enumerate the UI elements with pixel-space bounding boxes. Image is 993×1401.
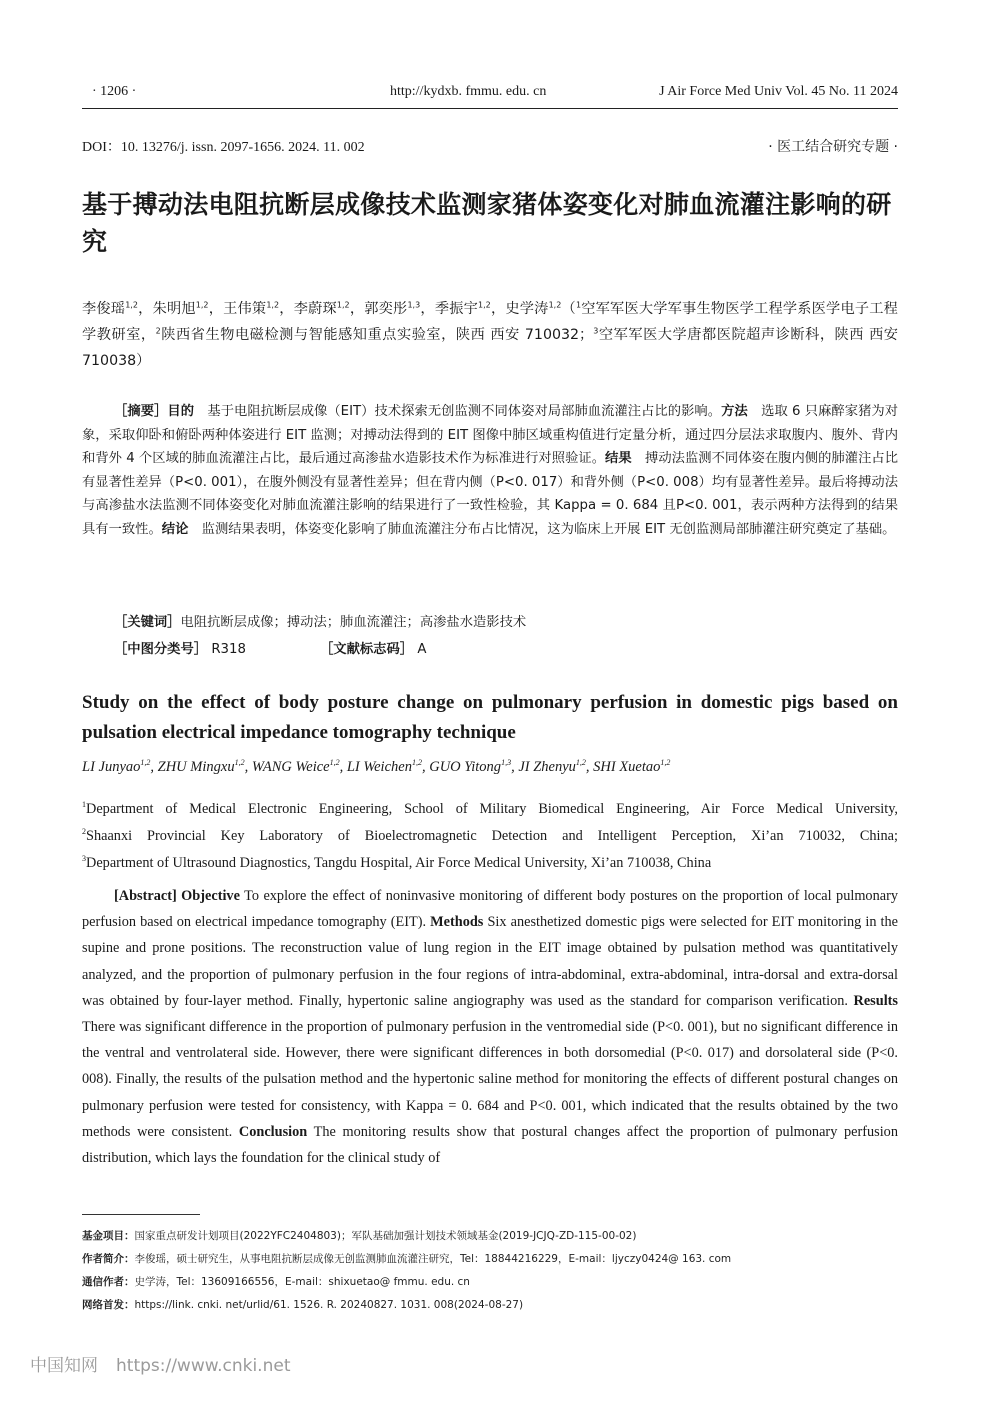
affiliation-en-3: $^3$Department of Ultrasound Diagnostics, Tangdu Hospital, Air Force Medical University, Xi’an 710038, China bbox=[82, 854, 712, 871]
author-cn: 李蔚琛$^{1,2}$ bbox=[293, 300, 350, 317]
footnote-author: 作者简介：李俊瑶，硕士研究生，从事电阻抗断层成像无创监测肺血流灌注研究，Tel：18844216229，E-mail：ljyczy0424@ 163. com bbox=[82, 1253, 732, 1265]
author-cn: 李俊瑶$^{1,2}$ bbox=[82, 300, 138, 317]
doi[interactable]: DOI：10. 13276/j. issn. 2097-1656. 2024. 11. 002 bbox=[82, 140, 365, 155]
abstract-chinese bbox=[82, 400, 898, 541]
footnote-rule bbox=[82, 1214, 200, 1215]
clc-label: ［中图分类号］ bbox=[114, 642, 208, 657]
keywords-text-cn: 电阻抗断层成像；搏动法；肺血流灌注；高渗盐水造影技术 bbox=[180, 615, 527, 630]
author-list-cn: 李俊瑶$^{1,2}$，朱明旭$^{1,2}$，王伟策$^{1,2}$，李蔚琛$^{1,2}$，郭奕彤$^{1,3}$，季振宇$^{1,2}$，史学涛$^{1,2}$ bbox=[82, 300, 562, 317]
conclusion-text-en: The monitoring results show that postural changes affect the proportion of pulmonary perfusion distribution, which lays the foundation for the clinical study of bbox=[82, 1123, 898, 1167]
results-text-en: There was significant difference in the proportion of pulmonary perfusion in the ventromedial side (P<0. 001), but no significant difference in the ventral and ventrolateral side. However, there were significant differences in both dorsomedial (P<0. 017) and dorsolateral side (P<0. 008). Finally, the results of the pulsation method and the hypertonic saline method for monitoring the effects of different postural changes on pulmonary perfusion were tested for consistency, with Kappa = 0. 684 and P<0. 001, which indicated that the results obtained by the two methods were consistent. bbox=[82, 1019, 898, 1140]
author-en: GUO Yitong$^{1,3}$ bbox=[429, 758, 512, 775]
author-en: LI Weichen$^{1,2}$ bbox=[346, 758, 422, 775]
author-en: LI Junyao$^{1,2}$ bbox=[82, 758, 151, 775]
journal-info: J Air Force Med Univ Vol. 45 No. 11 2024 bbox=[659, 84, 898, 99]
page-number: · 1206 · bbox=[92, 84, 137, 99]
affiliation-cn-2: 陕西省生物电磁检测与智能感知重点实验室，陕西 西安 710032； bbox=[160, 327, 594, 343]
author-cn: 季振宇$^{1,2}$ bbox=[434, 300, 491, 317]
objective-label-cn: 目的 bbox=[167, 404, 195, 419]
methods-label-en: Methods bbox=[430, 914, 484, 931]
watermark-url[interactable]: https://www.cnki.net bbox=[116, 1356, 291, 1376]
doc-code-value: A bbox=[417, 642, 427, 657]
affiliation-cn-3: 空军军医大学唐都医院超声诊断科，陕西 西安 710038） bbox=[82, 327, 898, 369]
title-chinese: 基于搏动法电阻抗断层成像技术监测家猪体姿变化对肺血流灌注影响的研究 bbox=[82, 190, 892, 256]
conclusion-label-en: Conclusion bbox=[238, 1123, 308, 1140]
author-en: ZHU Mingxu$^{1,2}$ bbox=[157, 758, 245, 775]
keywords-cn bbox=[114, 611, 526, 630]
methods-text-cn: 选取 6 只麻醉家猪为对象，采取仰卧和俯卧两种体姿进行 EIT 监测；对搏动法得到的 EIT 图像中肺区域重构值进行定量分析，通过四分层法求取腹内、腹外、背内和背外 4 个区域的肺血流灌注占比，最后通过高渗盐水造影技术作为标准进行对照验证。 bbox=[82, 404, 899, 466]
footnote-corresponding: 通信作者：史学涛，Tel：13609166556，E-mail：shixuetao@ fmmu. edu. cn bbox=[82, 1276, 470, 1288]
keywords-label-cn: ［关键词］ bbox=[114, 615, 181, 630]
author-en: JI Zhenyu$^{1,2}$ bbox=[518, 758, 586, 775]
author-en: WANG Weice$^{1,2}$ bbox=[251, 758, 340, 775]
conclusion-text-cn: 监测结果表明，体姿变化影响了肺血流灌注分布占比情况，这为临床上开展 EIT 无创监测局部肺灌注研究奠定了基础。 bbox=[201, 521, 896, 537]
watermark-brand: 中国知网 bbox=[30, 1356, 98, 1376]
author-cn: 郭奕彤$^{1,3}$ bbox=[364, 300, 421, 317]
clc-value: R318 bbox=[211, 642, 246, 657]
footnote-fund: 基金项目：国家重点研发计划项目(2022YFC2404803)；军队基础加强计划技术领域基金(2019-JCJQ-ZD-115-00-02) bbox=[82, 1230, 637, 1242]
section-label: · 医工结合研究专题 · bbox=[768, 139, 898, 155]
conclusion-label-cn: 结论 bbox=[161, 521, 189, 537]
affiliation-en-2: $^2$Shaanxi Provincial Key Laboratory of Bioelectromagnetic Detection and Intelligent Perception, Xi’an 710032, China; bbox=[82, 827, 898, 844]
author-cn: 朱明旭$^{1,2}$ bbox=[152, 300, 209, 317]
objective-text-cn: 基于电阻抗断层成像（EIT）技术探索无创监测不同体姿对局部肺血流灌注占比的影响。 bbox=[207, 404, 722, 419]
authors-english: LI Junyao$^{1,2}$, ZHU Mingxu$^{1,2}$, WANG Weice$^{1,2}$, LI Weichen$^{1,2}$, GUO Yitong$^{1,3}$, JI Zhenyu$^{1,2}$, SHI Xuetao$^{1,2}$ bbox=[82, 758, 671, 775]
classification-row bbox=[114, 638, 814, 657]
objective-label-en: Objective bbox=[181, 888, 240, 904]
methods-label-cn: 方法 bbox=[721, 404, 748, 419]
abstract-english bbox=[82, 883, 898, 1171]
running-header bbox=[82, 84, 898, 104]
footnote-online: 网络首发：https://link. cnki. net/urlid/61. 1526. R. 20240827. 1031. 008(2024-08-27) bbox=[82, 1299, 524, 1311]
doc-code-label: ［文献标志码］ bbox=[320, 642, 414, 657]
affiliation-en-1: $^1$Department of Medical Electronic Engineering, School of Military Biomedical Engineering, Air Force Medical University, bbox=[82, 800, 898, 817]
title-english: Study on the effect of body posture change on pulmonary perfusion in domestic pigs based on pulsation electrical impedance tomography technique bbox=[82, 692, 898, 743]
journal-url[interactable]: http://kydxb. fmmu. edu. cn bbox=[390, 84, 547, 99]
affiliation-cn-1: 空军军医大学军事生物医学工程学系医学电子工程学教研室， bbox=[82, 301, 898, 343]
online-link[interactable]: https://link. cnki. net/urlid/61. 1526. R. 20240827. 1031. 008(2024-08-27) bbox=[134, 1299, 524, 1311]
header-rule bbox=[82, 108, 898, 109]
abstract-label-cn: ［摘要］ bbox=[114, 404, 168, 419]
author-cn: 王伟策$^{1,2}$ bbox=[223, 300, 280, 317]
results-label-en: Results bbox=[853, 992, 898, 1009]
objective-text-en: To explore the effect of noninvasive monitoring of different body postures on the proportion of local pulmonary perfusion based on electrical impedance tomography (EIT). bbox=[82, 888, 898, 931]
results-text-cn: 搏动法监测不同体姿在腹内侧的肺灌注占比有显著性差异（P<0. 001），在腹外侧没有显著性差异；但在背内侧（P<0. 017）和背外侧（P<0. 008）均有显著性差异。最后将搏动法与高渗盐水法监测不同体姿变化对肺血流灌注影响的结果进行了一致性检验，其 Kappa = 0. 684 且P<0. 001，表示两种方法得到的结果具有一致性。 bbox=[82, 451, 899, 537]
affiliations-english bbox=[82, 796, 898, 877]
cnki-watermark bbox=[30, 1351, 290, 1376]
abstract-label-en: [Abstract] bbox=[114, 888, 177, 904]
footnotes bbox=[82, 1225, 898, 1317]
methods-text-en: Six anesthetized domestic pigs were selected for EIT monitoring in the supine and prone positions. The reconstruction value of lung region in the EIT image obtained by pulsation method was quantitatively analyzed, and the proportion of pulmonary perfusion in the four regions of intra-abdominal, extra-abdominal, intra-dorsal and extra-dorsal was obtained by four-layer method. Finally, hypertonic saline angiography was used as the standard for comparison verification. bbox=[82, 914, 899, 1009]
author-cn: 史学涛$^{1,2}$ bbox=[505, 300, 562, 317]
authors-chinese: 李俊瑶$^{1,2}$，朱明旭$^{1,2}$，王伟策$^{1,2}$，李蔚琛$^{1,2}$，郭奕彤$^{1,3}$，季振宇$^{1,2}$，史学涛$^{1,2}$（$^1$空军军医大学军事生物医学工程学系医学电子工程学教研室，$^2$陕西省生物电磁检测与智能感知重点实验室，陕西 西安 710032；$^3$空军军医大学唐都医院超声诊断科，陕西 西安 710038） bbox=[82, 300, 898, 369]
results-label-cn: 结果 bbox=[605, 451, 632, 466]
author-en: SHI Xuetao$^{1,2}$ bbox=[593, 758, 671, 775]
